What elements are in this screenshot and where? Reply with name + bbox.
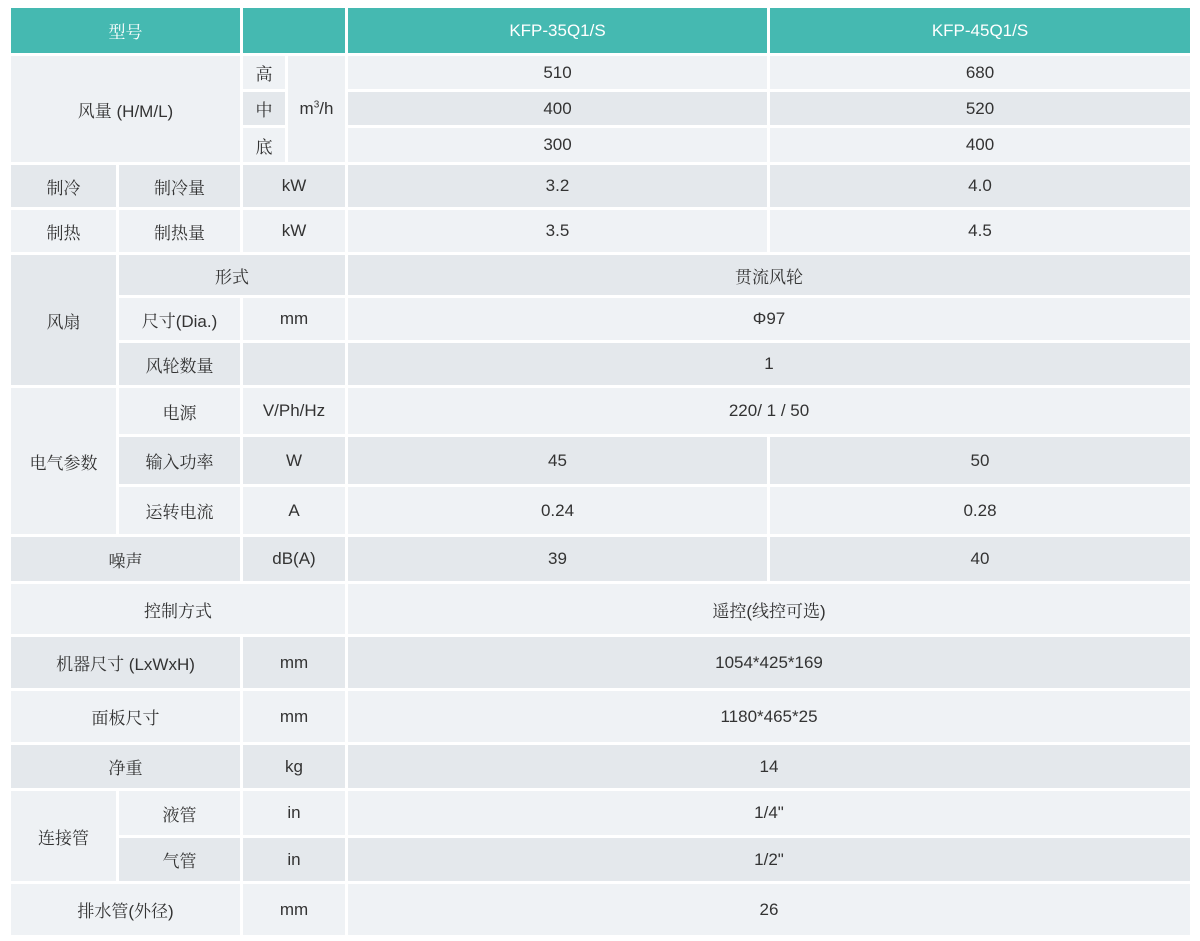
control-value: 遥控(线控可选) <box>348 584 1190 634</box>
heating-group: 制热 <box>11 210 116 252</box>
net-weight-value: 14 <box>348 745 1190 788</box>
panel-size-unit: mm <box>243 691 345 742</box>
row-net-weight <box>11 745 1190 788</box>
cooling-group: 制冷 <box>11 165 116 207</box>
electrical-group: 电气参数 <box>11 388 116 534</box>
unit-size-label: 机器尺寸 (LxWxH) <box>11 637 240 688</box>
model-2-header: KFP-45Q1/S <box>770 8 1190 53</box>
net-weight-label: 净重 <box>11 745 240 788</box>
airflow-level-mid: 中 <box>243 92 285 125</box>
fan-count-unit <box>243 343 345 385</box>
row-running-current <box>11 487 1190 534</box>
cooling-unit: kW <box>243 165 345 207</box>
cooling-model2: 4.0 <box>770 165 1190 207</box>
airflow-unit-tail: /h <box>319 99 334 118</box>
airflow-unit <box>288 56 345 162</box>
input-power-model1: 45 <box>348 437 767 484</box>
panel-size-value: 1180*465*25 <box>348 691 1190 742</box>
model-header-label: 型号 <box>11 8 240 53</box>
row-input-power <box>11 437 1190 484</box>
net-weight-unit: kg <box>243 745 345 788</box>
gas-pipe-value: 1/2" <box>348 838 1190 881</box>
airflow-high-model2: 680 <box>770 56 1190 89</box>
row-airflow-high <box>11 56 1190 89</box>
row-unit-size <box>11 637 1190 688</box>
drain-pipe-value: 26 <box>348 884 1190 935</box>
row-noise <box>11 537 1190 581</box>
input-power-model2: 50 <box>770 437 1190 484</box>
noise-label: 噪声 <box>11 537 240 581</box>
fan-dia-unit: mm <box>243 298 345 340</box>
power-supply-label: 电源 <box>119 388 240 434</box>
power-supply-unit: V/Ph/Hz <box>243 388 345 434</box>
airflow-label: 风量 (H/M/L) <box>11 56 240 162</box>
fan-count-label: 风轮数量 <box>119 343 240 385</box>
row-fan-type <box>11 255 1190 295</box>
fan-dia-value: Φ97 <box>348 298 1190 340</box>
airflow-mid-model2: 520 <box>770 92 1190 125</box>
heating-unit: kW <box>243 210 345 252</box>
running-current-model2: 0.28 <box>770 487 1190 534</box>
fan-type-value: 贯流风轮 <box>348 255 1190 295</box>
liquid-pipe-unit: in <box>243 791 345 835</box>
airflow-high-model1: 510 <box>348 56 767 89</box>
spec-table <box>8 5 1193 938</box>
airflow-unit-base: m <box>299 99 314 118</box>
row-fan-dia <box>11 298 1190 340</box>
input-power-label: 输入功率 <box>119 437 240 484</box>
row-drain-pipe <box>11 884 1190 935</box>
airflow-mid-model1: 400 <box>348 92 767 125</box>
heating-model1: 3.5 <box>348 210 767 252</box>
running-current-unit: A <box>243 487 345 534</box>
row-gas-pipe <box>11 838 1190 881</box>
unit-size-value: 1054*425*169 <box>348 637 1190 688</box>
row-power-supply <box>11 388 1190 434</box>
drain-pipe-label: 排水管(外径) <box>11 884 240 935</box>
header-row <box>11 8 1190 53</box>
gas-pipe-label: 气管 <box>119 838 240 881</box>
power-supply-value: 220/ 1 / 50 <box>348 388 1190 434</box>
gas-pipe-unit: in <box>243 838 345 881</box>
noise-unit: dB(A) <box>243 537 345 581</box>
airflow-unit-sup: 3 <box>313 99 320 111</box>
heating-model2: 4.5 <box>770 210 1190 252</box>
row-fan-count <box>11 343 1190 385</box>
heating-label: 制热量 <box>119 210 240 252</box>
noise-model2: 40 <box>770 537 1190 581</box>
airflow-level-low: 底 <box>243 128 285 162</box>
unit-size-unit: mm <box>243 637 345 688</box>
model-1-header: KFP-35Q1/S <box>348 8 767 53</box>
cooling-model1: 3.2 <box>348 165 767 207</box>
running-current-model1: 0.24 <box>348 487 767 534</box>
panel-size-label: 面板尺寸 <box>11 691 240 742</box>
piping-group: 连接管 <box>11 791 116 881</box>
running-current-label: 运转电流 <box>119 487 240 534</box>
row-heating <box>11 210 1190 252</box>
liquid-pipe-label: 液管 <box>119 791 240 835</box>
row-panel-size <box>11 691 1190 742</box>
fan-count-value: 1 <box>348 343 1190 385</box>
airflow-level-high: 高 <box>243 56 285 89</box>
cooling-label: 制冷量 <box>119 165 240 207</box>
liquid-pipe-value: 1/4" <box>348 791 1190 835</box>
row-cooling <box>11 165 1190 207</box>
airflow-low-model1: 300 <box>348 128 767 162</box>
fan-dia-label: 尺寸(Dia.) <box>119 298 240 340</box>
row-liquid-pipe <box>11 791 1190 835</box>
noise-model1: 39 <box>348 537 767 581</box>
control-label: 控制方式 <box>11 584 345 634</box>
header-unit-spacer <box>243 8 345 53</box>
fan-type-label: 形式 <box>119 255 345 295</box>
drain-pipe-unit: mm <box>243 884 345 935</box>
airflow-low-model2: 400 <box>770 128 1190 162</box>
row-control <box>11 584 1190 634</box>
input-power-unit: W <box>243 437 345 484</box>
fan-group: 风扇 <box>11 255 116 385</box>
